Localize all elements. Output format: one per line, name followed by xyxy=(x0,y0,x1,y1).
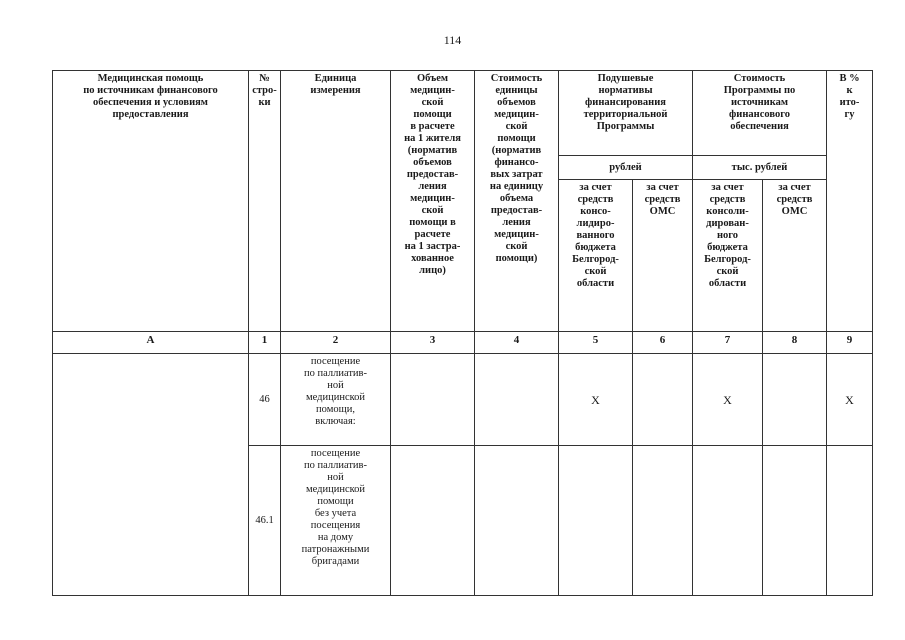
column-number-row xyxy=(53,332,873,354)
header-unit-thousand-rubles: тыс. рублей xyxy=(693,156,827,180)
volume-cell xyxy=(391,354,475,446)
oms-thousands-cell xyxy=(763,354,827,446)
column-number: 2 xyxy=(281,332,391,354)
column-number: 7 xyxy=(693,332,763,354)
column-number: 3 xyxy=(391,332,475,354)
header-unit-rubles: рублей xyxy=(559,156,693,180)
column-number: 6 xyxy=(633,332,693,354)
regional-budget-rubles-cell: Х xyxy=(559,354,633,446)
unit-cost-cell xyxy=(475,446,559,596)
volume-cell xyxy=(391,446,475,596)
percent-of-total-cell xyxy=(827,446,873,596)
header-oms-thousands: за счет средств ОМС xyxy=(763,180,827,332)
unit-cell: посещение по паллиатив- ной медицинской помощи без учета посещения на дому патронажными бригадами xyxy=(281,446,391,596)
header-regional-budget-rubles: за счет средств консо- лидиро- ванного бюджета Белгород- ской области xyxy=(559,180,633,332)
column-number: 5 xyxy=(559,332,633,354)
column-number: 8 xyxy=(763,332,827,354)
header-unit-cost: Стоимость единицы объемов медицин- ской помощи (норматив финансо- вых затрат на единицу объема предостав- ления медицин- ской помощи) xyxy=(475,71,559,332)
percent-of-total-cell: Х xyxy=(827,354,873,446)
line-number-cell: 46.1 xyxy=(249,446,281,596)
header-program-cost: Стоимость Программы по источникам финансового обеспечения xyxy=(693,71,827,156)
header-unit: Единица измерения xyxy=(281,71,391,332)
regional-budget-thousands-cell: Х xyxy=(693,354,763,446)
column-number: 1 xyxy=(249,332,281,354)
unit-cell: посещение по паллиатив- ной медицинской помощи, включая: xyxy=(281,354,391,446)
header-volume: Объем медицин- ской помощи в расчете на 1 жителя (норматив объемов предостав- ления медицин- ской помощи в расчете на 1 застра- хованное лицо) xyxy=(391,71,475,332)
header-percent-of-total: В % к ито- гу xyxy=(827,71,873,332)
column-number: 9 xyxy=(827,332,873,354)
header-regional-budget-thousands: за счет средств консоли- дирован- ного бюджета Белгород- ской области xyxy=(693,180,763,332)
line-number-cell: 46 xyxy=(249,354,281,446)
regional-budget-rubles-cell xyxy=(559,446,633,596)
page-number: 114 xyxy=(443,33,462,47)
unit-cost-cell xyxy=(475,354,559,446)
table-row xyxy=(53,354,873,446)
header-oms-rubles: за счет средств ОМС xyxy=(633,180,693,332)
oms-thousands-cell xyxy=(763,446,827,596)
header-medical-care: Медицинская помощь по источникам финансового обеспечения и условиям предоставления xyxy=(53,71,249,332)
column-number: 4 xyxy=(475,332,559,354)
column-number: А xyxy=(53,332,249,354)
oms-rubles-cell xyxy=(633,446,693,596)
oms-rubles-cell xyxy=(633,354,693,446)
regional-budget-thousands-cell xyxy=(693,446,763,596)
financing-table xyxy=(52,70,873,596)
header-per-capita-norms: Подушевые нормативы финансирования территориальной Программы xyxy=(559,71,693,156)
medical-care-cell xyxy=(53,354,249,596)
header-line-number: № стро- ки xyxy=(249,71,281,332)
